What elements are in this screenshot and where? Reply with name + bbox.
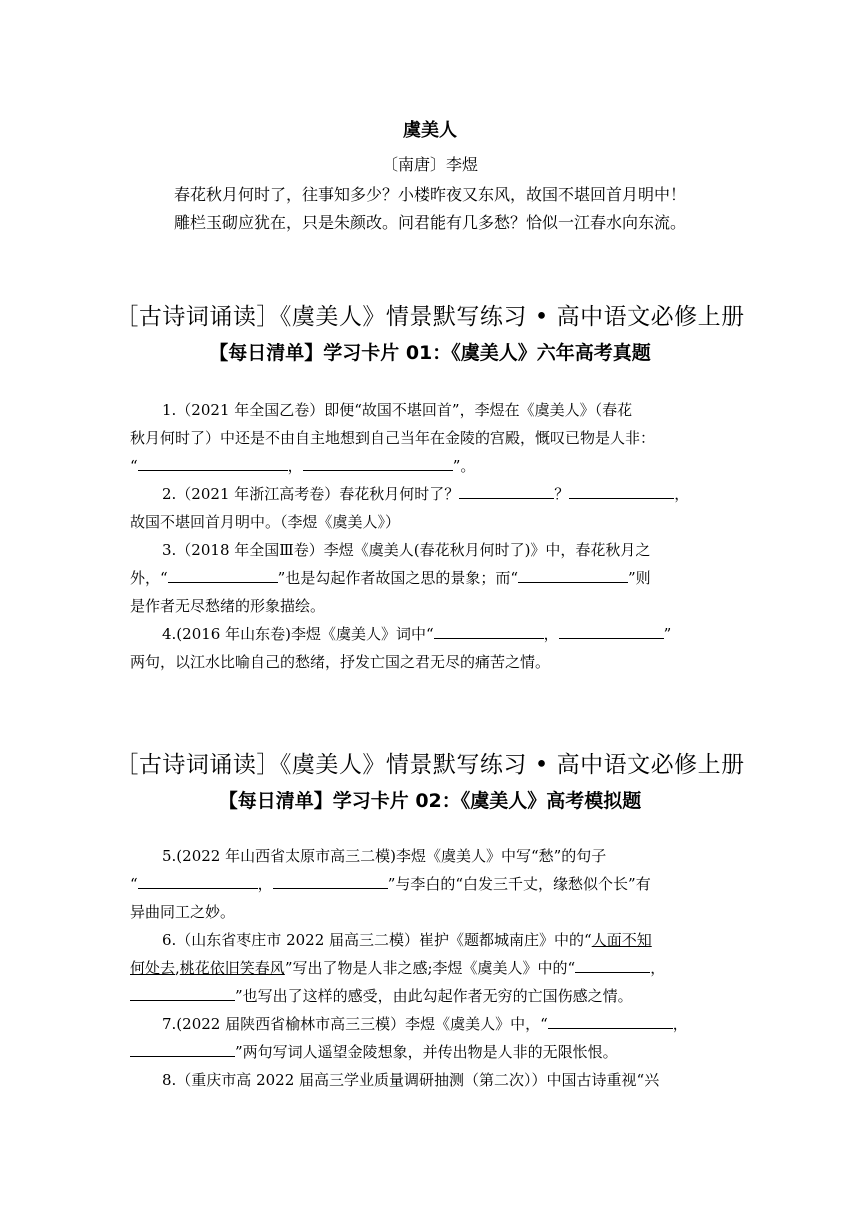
q6-line-3: ”也写出了这样的感受，由此勾起作者无穷的亡国伤感之情。: [130, 982, 730, 1010]
card1-subtitle: 【每日清单】学习卡片 01：《虞美人》六年高考真题: [209, 342, 651, 364]
q2-line-1: 2.（2021 年浙江高考卷）春花秋月何时了？ ？ ，: [130, 480, 730, 508]
q5-line-3: 异曲同工之妙。: [130, 903, 236, 921]
q3-line-2: 外，“ ”也是勾起作者故国之思的景象；而“ ”则: [130, 564, 730, 592]
q3-line-1: 3.（2018 年全国Ⅲ卷）李煜《虞美人(春花秋月何时了)》中，春花秋月之: [162, 541, 651, 559]
question-1: [130, 396, 730, 480]
q7-line-1: 7.(2022 届陕西省榆林市高三三模）李煜《虞美人》中，“ ，: [130, 1010, 730, 1038]
q3-line-3: 是作者无尽愁绪的形象描绘。: [130, 597, 326, 615]
question-3: [130, 536, 730, 620]
answer-blank[interactable]: [303, 453, 453, 471]
question-5: [130, 842, 730, 926]
answer-blank[interactable]: [569, 481, 674, 499]
q7-line-2: ”两句写词人遥望金陵想象，并传出物是人非的无限怅恨。: [130, 1038, 730, 1066]
q6-line-1: 6.（山东省枣庄市 2022 届高三二模）崔护《题都城南庄》中的“人面不知: [162, 931, 652, 949]
question-7: [130, 1010, 730, 1066]
answer-blank[interactable]: [130, 983, 235, 1001]
answer-blank[interactable]: [138, 871, 258, 889]
card2-subtitle: 【每日清单】学习卡片 02：《虞美人》高考模拟题: [218, 790, 642, 812]
q6-line-2: 何处去,桃花依旧笑春风”写出了物是人非之感;李煜《虞美人》中的“ ，: [130, 954, 730, 982]
question-2: [130, 480, 730, 536]
q5-line-2: “ ， ”与李白的“白发三千丈，缘愁似个长”有: [130, 870, 730, 898]
question-4: [130, 620, 730, 676]
answer-blank[interactable]: [575, 955, 650, 973]
q4-line-1: 4.(2016 年山东卷)李煜《虞美人》词中“ ， ”: [130, 620, 730, 648]
poem-title: 虞美人: [403, 120, 457, 141]
q1-line-2: 秋月何时了）中还是不由自主地想到自己当年在金陵的宫殿，慨叹已物是人非：: [130, 429, 656, 447]
answer-blank[interactable]: [548, 1011, 673, 1029]
answer-blank[interactable]: [130, 1039, 235, 1057]
q8-line-1: 8.（重庆市高 2022 届高三学业质量调研抽测（第二次））中国古诗重视“兴: [162, 1071, 660, 1089]
q1-line-1: 1.（2021 年全国乙卷）即便“故国不堪回首”，李煜在《虞美人》（春花: [162, 401, 633, 419]
question-6: [130, 926, 730, 1010]
answer-blank[interactable]: [138, 453, 288, 471]
q5-line-1: 5.(2022 年山西省太原市高三二模)李煜《虞美人》中写“愁”的句子: [162, 847, 607, 865]
poem-line-2: 雕栏玉砌应犹在，只是朱颜改。问君能有几多愁？恰似一江春水向东流。: [173, 213, 686, 232]
poem-line-1: 春花秋月何时了，往事知多少？小楼昨夜又东风，故国不堪回首月明中！: [173, 185, 686, 204]
q4-line-2: 两句，以江水比喻自己的愁绪，抒发亡国之君无尽的痛苦之情。: [130, 653, 551, 671]
q2-line-2: 故国不堪回首月明中。（李煜《虞美人》）: [130, 513, 401, 531]
card1-title: ［古诗词诵读］《虞美人》情景默写练习 • 高中语文必修上册: [115, 304, 745, 330]
answer-blank[interactable]: [559, 621, 664, 639]
answer-blank[interactable]: [168, 565, 278, 583]
poem-author: 〔南唐〕李煜: [381, 155, 478, 174]
answer-blank[interactable]: [518, 565, 628, 583]
answer-blank[interactable]: [273, 871, 388, 889]
question-8: [130, 1066, 730, 1094]
q1-line-3: “ ， ”。: [130, 452, 730, 480]
answer-blank[interactable]: [434, 621, 544, 639]
card2-title: ［古诗词诵读］《虞美人》情景默写练习 • 高中语文必修上册: [115, 752, 745, 778]
answer-blank[interactable]: [459, 481, 554, 499]
